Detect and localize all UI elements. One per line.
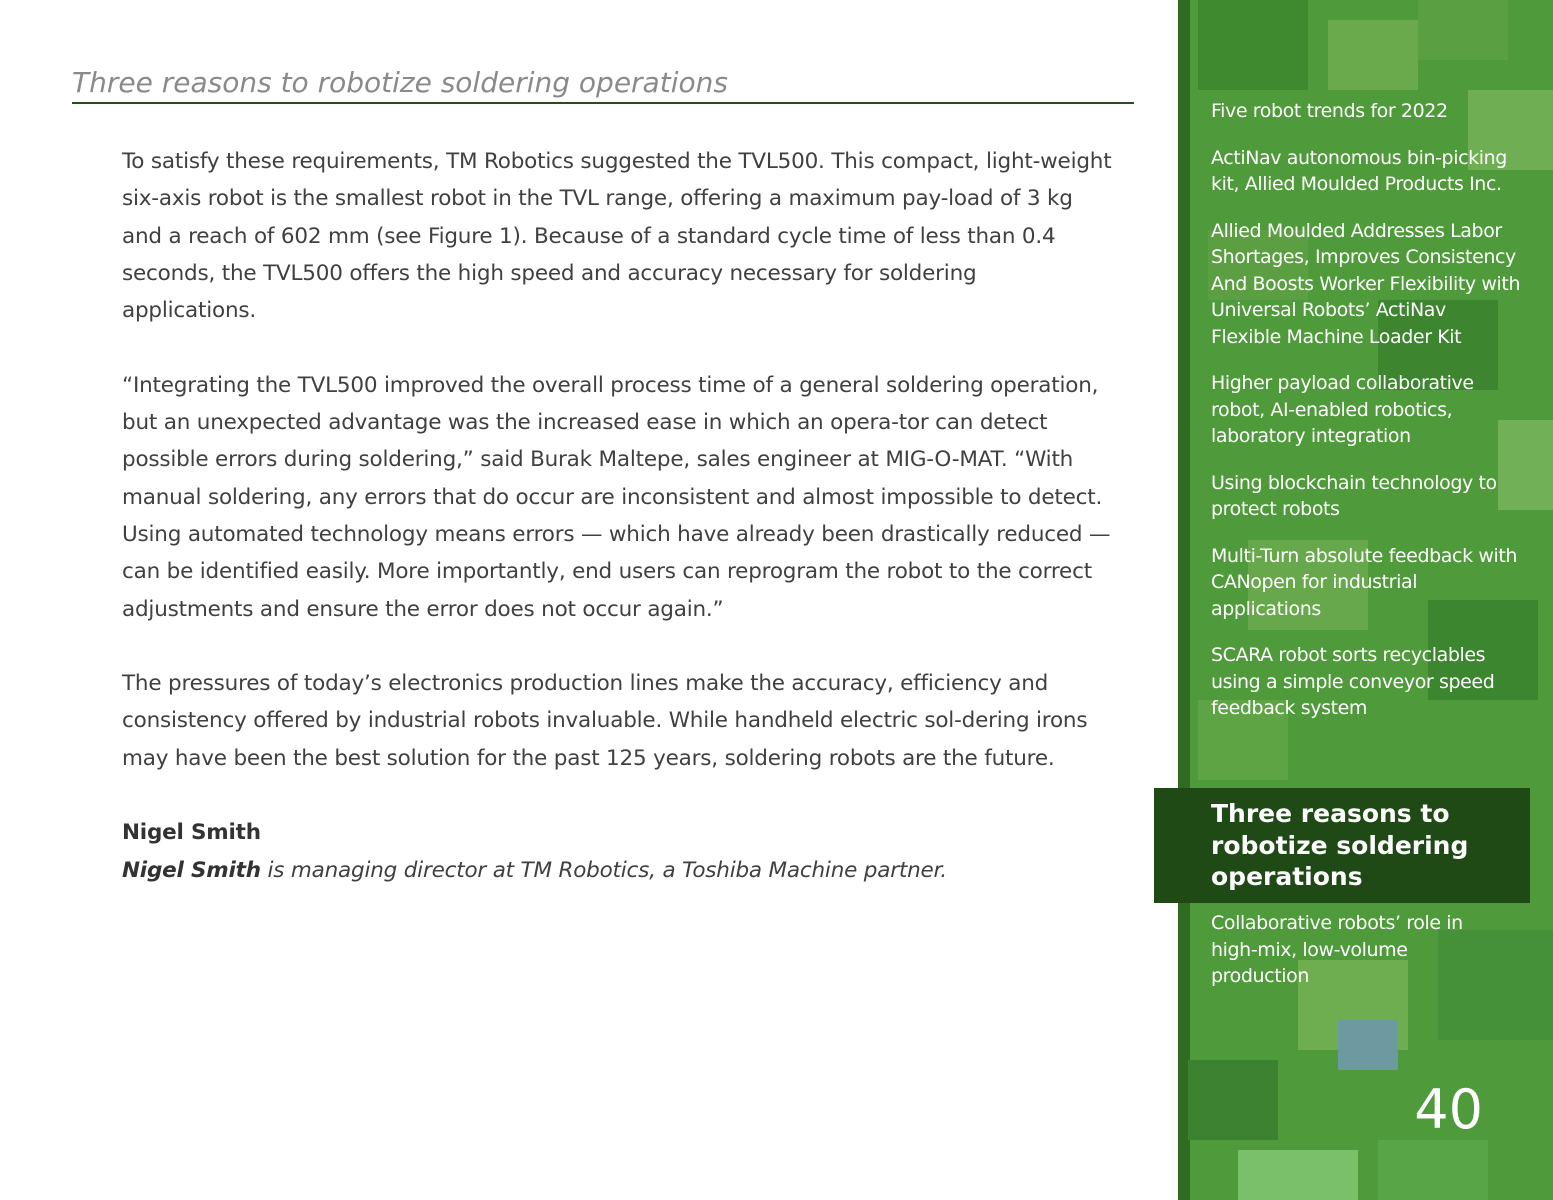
sidebar-item-collaborative-robots[interactable]: Collaborative robots’ role in high-mix, low-volume production <box>1211 912 1463 987</box>
sidebar-nav-lower <box>1211 910 1511 1010</box>
bg-tile <box>1378 1140 1488 1200</box>
paragraph-1: To satisfy these requirements, TM Robotics suggested the TVL500. This compact, light-weight six-axis robot is the smallest robot in the TVL range, offering a maximum pay-load of 3 kg and a reach of 602 mm (see Figure 1). Because of a standard cycle time of less than 0.4 seconds, the TVL500 offers the high speed and accuracy necessary for soldering applications. <box>122 149 1112 324</box>
sidebar-nav <box>1211 98 1521 742</box>
sidebar-item-actinav-kit[interactable]: ActiNav autonomous bin-picking kit, Allied Moulded Products Inc. <box>1211 146 1507 195</box>
sidebar-edge <box>1178 0 1190 1200</box>
sidebar-item-robot-trends[interactable]: Five robot trends for 2022 <box>1211 100 1448 122</box>
author-name: Nigel Smith <box>122 820 261 846</box>
paragraph-3: The pressures of today’s electronics production lines make the accuracy, efficiency and consistency offered by industrial robots invaluable. While handheld electric sol-dering irons may have been the best solution for the past 125 years, soldering robots are the future. <box>122 671 1088 771</box>
sidebar-item-multi-turn[interactable]: Multi-Turn absolute feedback with CANopen for industrial applications <box>1211 544 1518 620</box>
bg-tile <box>1328 20 1418 90</box>
bg-tile <box>1188 1060 1278 1140</box>
sidebar-item-active[interactable]: Three reasons to robotize soldering operations <box>1211 799 1469 891</box>
bg-tile <box>1418 0 1508 60</box>
bg-tile <box>1338 1020 1398 1070</box>
bg-tile <box>1198 0 1308 90</box>
paragraph-2: “Integrating the TVL500 improved the overall process time of a general soldering operation, but an unexpected advantage was the increased ease in which an opera-tor can detect possible errors during soldering,” said Burak Maltepe, sales engineer at MIG-O-MAT. “With manual soldering, any errors that do occur are inconsistent and almost impossible to detect. Using automated technology means errors — which have already been drastically reduced — can be identified easily. More importantly, end users can reprogram the robot to the correct adjustments and ensure the error does not occur again.” <box>122 372 1111 622</box>
author-bio <box>122 852 1112 889</box>
author-bio-name: Nigel Smith <box>122 857 261 883</box>
page-title: Three reasons to robotize soldering operations <box>72 64 1134 104</box>
page-number: 40 <box>1414 1078 1483 1141</box>
bg-tile <box>1238 1150 1358 1200</box>
sidebar-item-allied-moulded[interactable]: Allied Moulded Addresses Labor Shortages, Improves Consistency And Boosts Worker Flexibility with Universal Robots’ ActiNav Flexible Machine Loader Kit <box>1211 219 1521 348</box>
sidebar-item-higher-payload[interactable]: Higher payload collaborative robot, AI-enabled robotics, laboratory integration <box>1211 372 1474 447</box>
article-body <box>122 143 1112 889</box>
sidebar-item-blockchain[interactable]: Using blockchain technology to protect robots <box>1211 471 1497 520</box>
author-bio-text: is managing director at TM Robotics, a Toshiba Machine partner. <box>260 857 947 883</box>
sidebar-item-scara[interactable]: SCARA robot sorts recyclables using a simple conveyor speed feedback system <box>1211 644 1495 719</box>
